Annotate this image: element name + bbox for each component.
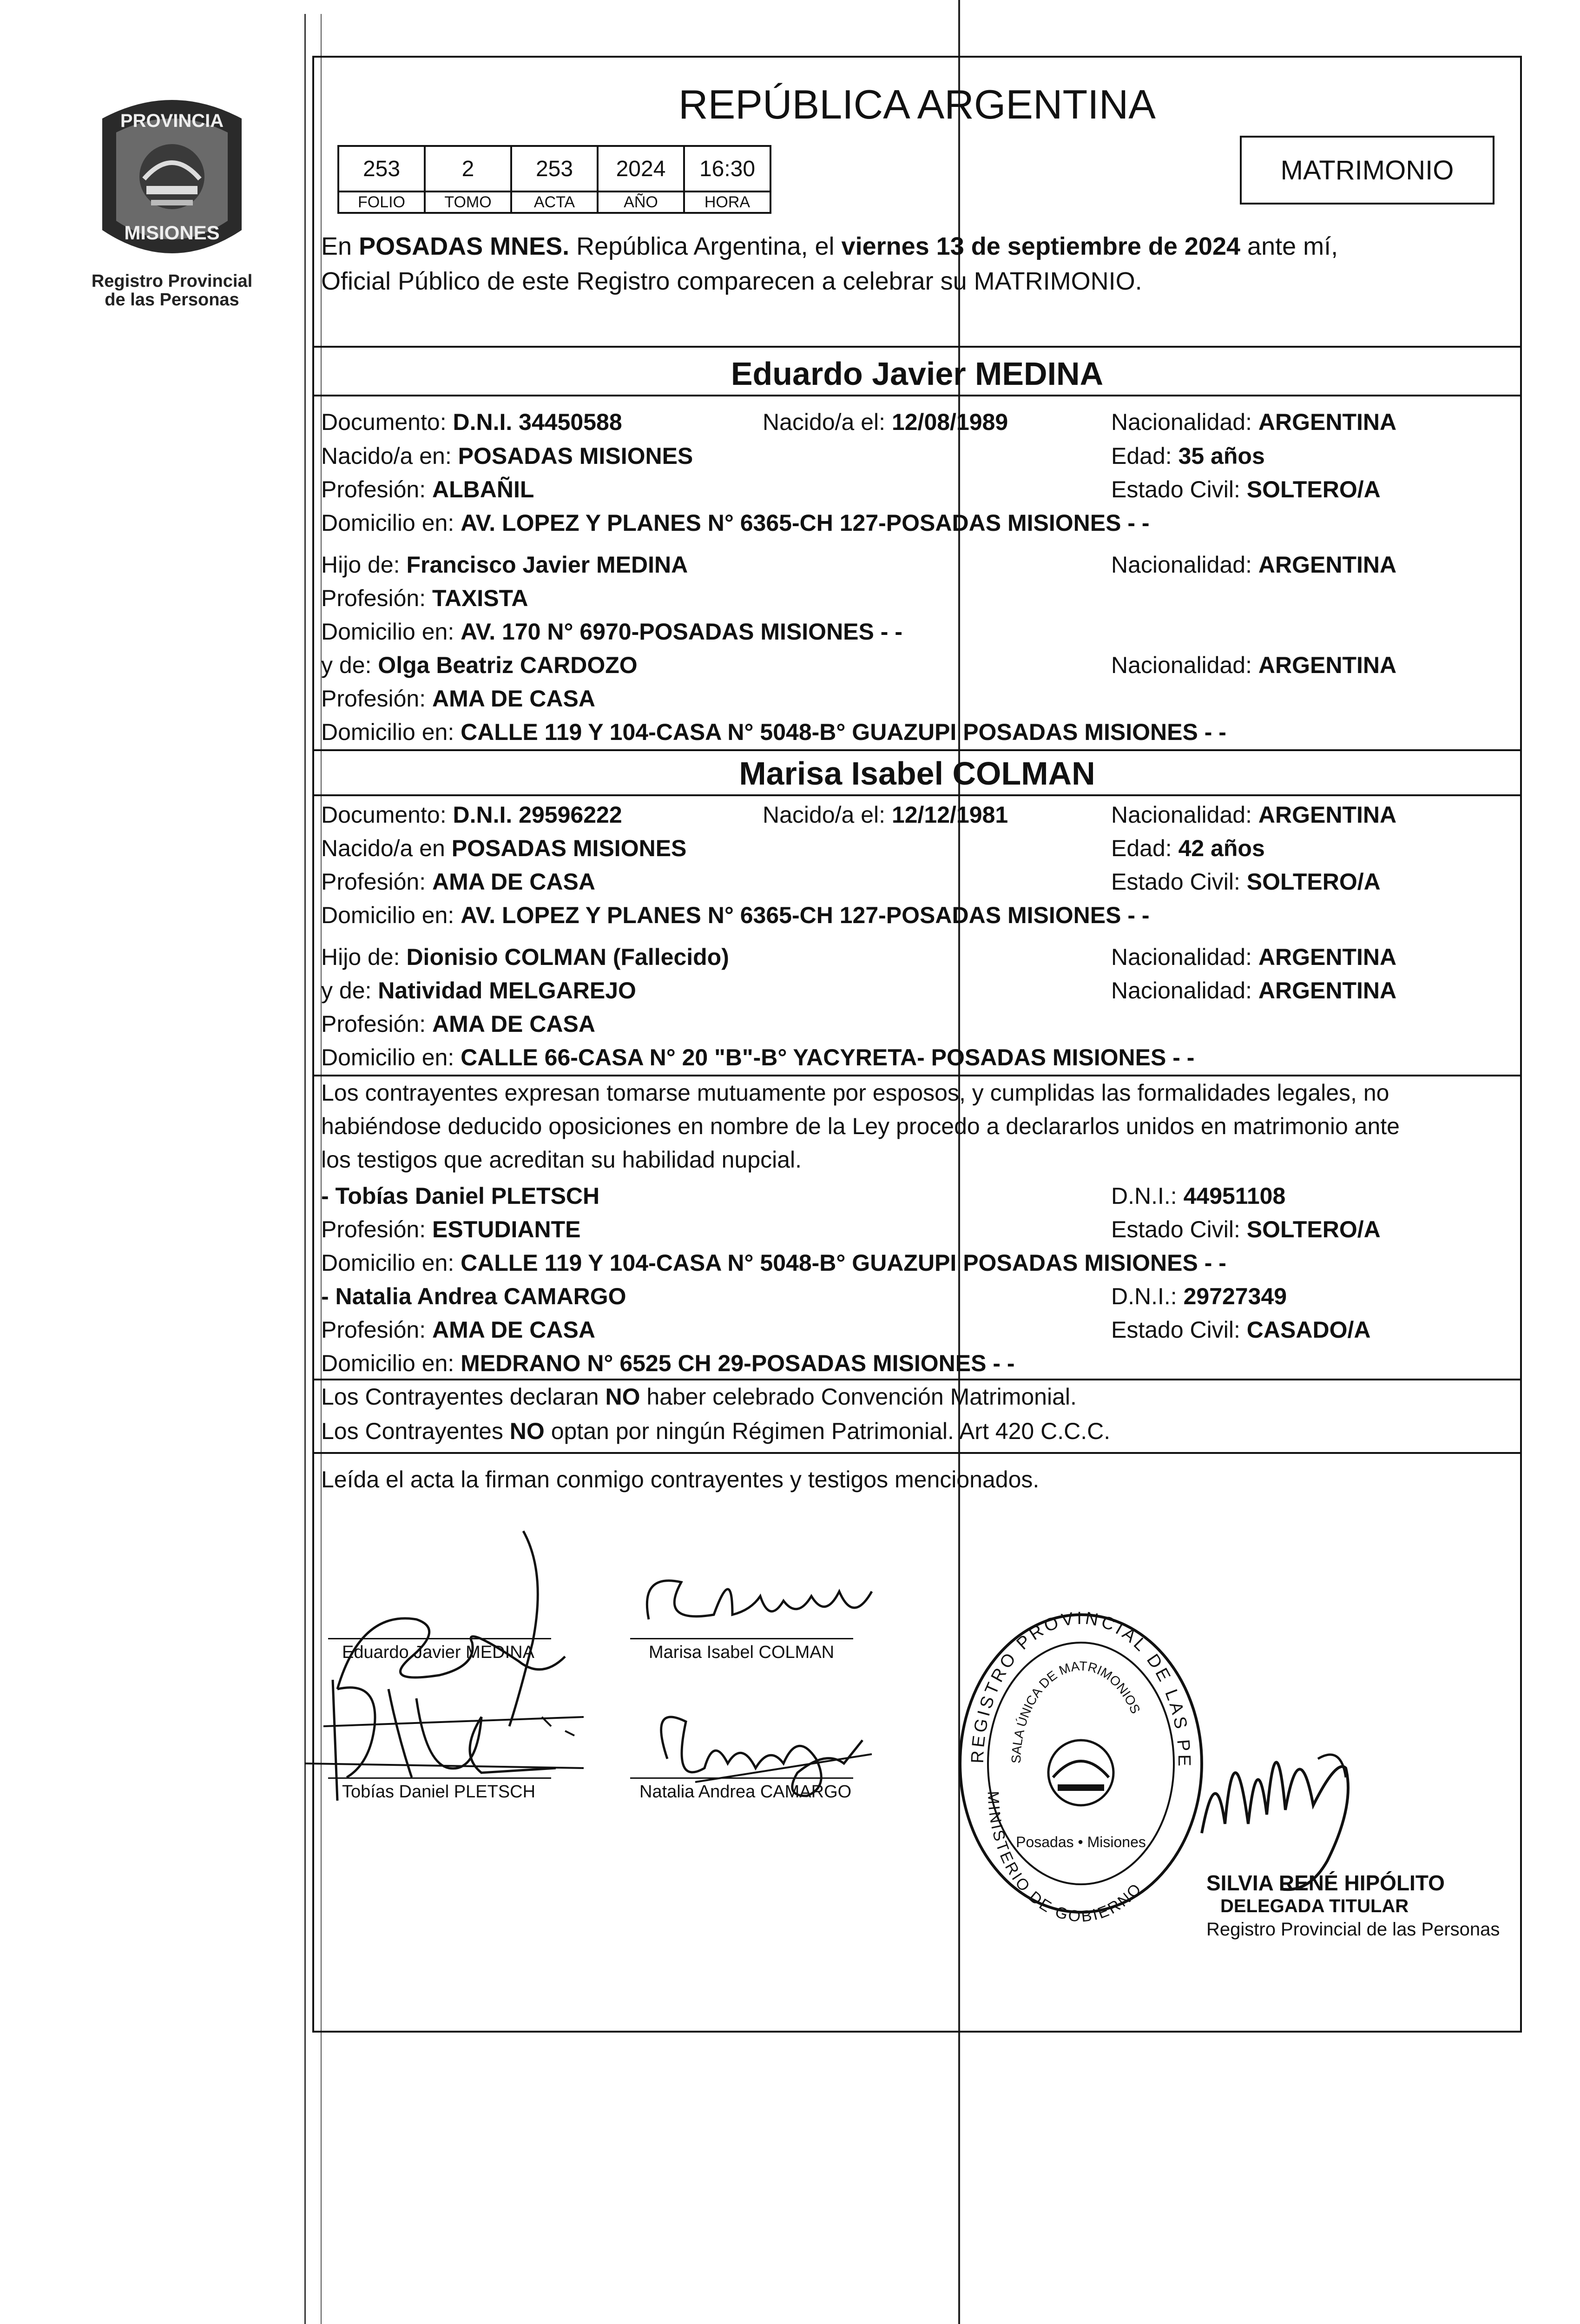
bride-name: Marisa Isabel COLMAN	[739, 755, 1095, 792]
bride-mother-row: y de: Natividad MELGAREJO Nacionalidad: ARGENTINA	[321, 977, 1397, 1004]
groom-father-row: Hijo de: Francisco Javier MEDINA Nacionalidad: ARGENTINA	[321, 552, 1397, 578]
document-title: REPÚBLICA ARGENTINA	[678, 81, 1156, 127]
acta-value: 253	[511, 146, 598, 191]
svg-text:Posadas • Misiones: Posadas • Misiones	[1016, 1834, 1146, 1850]
bride-signature	[630, 1545, 890, 1647]
groom-doc-row: Documento: D.N.I. 34450588 Nacido/a el: 12/08/1989 Nacionalidad: ARGENTINA	[321, 409, 1397, 435]
officer-name: SILVIA RENÉ HIPÓLITO	[1206, 1871, 1445, 1895]
officer-signature	[1188, 1684, 1429, 1898]
official-seal	[933, 1590, 1220, 1926]
tomo-value: 2	[425, 146, 511, 191]
bride-mother-prof-row: Profesión: AMA DE CASA	[321, 1011, 595, 1037]
groom-prof-row: Profesión: ALBAÑIL Estado Civil: SOLTERO/A	[321, 476, 1381, 502]
declaration-line-1: Los contrayentes expresan tomarse mutuamente por esposos, y cumplidas las formalidades legales, no	[321, 1080, 1389, 1106]
bride-father-row: Hijo de: Dionisio COLMAN (Fallecido) Nacionalidad: ARGENTINA	[321, 944, 1397, 970]
groom-mother-row: y de: Olga Beatriz CARDOZO Nacionalidad: ARGENTINA	[321, 652, 1397, 678]
folio-label: FOLIO	[338, 191, 425, 213]
witness1-prof-row: Profesión: ESTUDIANTE Estado Civil: SOLTERO/A	[321, 1216, 1381, 1242]
declaration-line-3: los testigos que acreditan su habilidad nupcial.	[321, 1147, 802, 1173]
registry-data-table	[337, 145, 771, 214]
groom-birthplace-row: Nacido/a en: POSADAS MISIONES Edad: 35 años	[321, 443, 1265, 469]
bride-signature-name: Marisa Isabel COLMAN	[649, 1643, 835, 1662]
svg-text:MISIONES: MISIONES	[124, 222, 220, 244]
acta-label: ACTA	[511, 191, 598, 213]
witness1-signature	[305, 1661, 584, 1829]
svg-text:MINISTERIO DE GOBIERNO: MINISTERIO DE GOBIERNO	[984, 1790, 1146, 1926]
folio-value: 253	[338, 146, 425, 191]
bride-doc-row: Documento: D.N.I. 29596222 Nacido/a el: 12/12/1981 Nacionalidad: ARGENTINA	[321, 802, 1397, 828]
groom-father-prof-row: Profesión: TAXISTA	[321, 585, 528, 611]
bride-addr-row: Domicilio en: AV. LOPEZ Y PLANES N° 6365-CH 127-POSADAS MISIONES - -	[321, 902, 1150, 928]
witness1-name-row: - Tobías Daniel PLETSCH D.N.I.: 44951108	[321, 1183, 1286, 1209]
anio-label: AÑO	[598, 191, 684, 213]
registry-logo	[84, 91, 260, 332]
groom-name: Eduardo Javier MEDINA	[731, 356, 1104, 392]
margin-rule	[304, 14, 306, 2324]
intro-line-2: Oficial Público de este Registro comparecen a celebrar su MATRIMONIO.	[321, 267, 1142, 295]
groom-mother-prof-row: Profesión: AMA DE CASA	[321, 686, 595, 712]
officer-office: Registro Provincial de las Personas	[1206, 1919, 1500, 1940]
province-shield-icon	[84, 91, 260, 272]
tomo-label: TOMO	[425, 191, 511, 213]
witness2-prof-row: Profesión: AMA DE CASA Estado Civil: CASADO/A	[321, 1317, 1371, 1343]
bride-prof-row: Profesión: AMA DE CASA Estado Civil: SOLTERO/A	[321, 869, 1381, 895]
groom-mother-addr-row: Domicilio en: CALLE 119 Y 104-CASA N° 5048-B° GUAZUPI POSADAS MISIONES - -	[321, 719, 1226, 745]
officer-role: DELEGADA TITULAR	[1220, 1896, 1409, 1916]
svg-text:REGISTRO PROVINCIAL DE LAS PER: REGISTRO PROVINCIAL DE LAS PERSONAS	[933, 1590, 1194, 1769]
witness1-signature-name: Tobías Daniel PLETSCH	[342, 1782, 536, 1802]
groom-signature-name: Eduardo Javier MEDINA	[342, 1643, 534, 1662]
hora-label: HORA	[684, 191, 770, 213]
witness2-addr-row: Domicilio en: MEDRANO N° 6525 CH 29-POSADAS MISIONES - -	[321, 1350, 1015, 1376]
groom-addr-row: Domicilio en: AV. LOPEZ Y PLANES N° 6365-CH 127-POSADAS MISIONES - -	[321, 510, 1150, 536]
intro-line-1: En POSADAS MNES. República Argentina, el viernes 13 de septiembre de 2024 ante mí,	[321, 232, 1338, 260]
anio-value: 2024	[598, 146, 684, 191]
groom-father-addr-row: Domicilio en: AV. 170 N° 6970-POSADAS MISIONES - -	[321, 619, 902, 645]
hora-value: 16:30	[684, 146, 770, 191]
svg-text:PROVINCIA: PROVINCIA	[120, 111, 224, 131]
declaration-line-2: habiéndose deducido oposiciones en nombre de la Ley procedo a declararlos unidos en matrimonio ante	[321, 1113, 1400, 1139]
convention-note: Los Contrayentes declaran NO haber celebrado Convención Matrimonial.	[321, 1384, 1077, 1410]
regime-note: Los Contrayentes NO optan por ningún Régimen Patrimonial. Art 420 C.C.C.	[321, 1418, 1111, 1444]
svg-text:SALA ÚNICA DE MATRIMONIOS: SALA ÚNICA DE MATRIMONIOS	[1008, 1658, 1143, 1764]
act-type-box: MATRIMONIO	[1240, 136, 1494, 205]
certificate-frame	[312, 56, 1522, 2033]
bride-birthplace-row: Nacido/a en POSADAS MISIONES Edad: 42 años	[321, 835, 1265, 861]
bride-mother-addr-row: Domicilio en: CALLE 66-CASA N° 20 "B"-B° YACYRETA- POSADAS MISIONES - -	[321, 1044, 1195, 1070]
witness2-signature-name: Natalia Andrea CAMARGO	[639, 1782, 852, 1802]
witness1-addr-row: Domicilio en: CALLE 119 Y 104-CASA N° 5048-B° GUAZUPI POSADAS MISIONES - -	[321, 1250, 1226, 1276]
closing-statement: Leída el acta la firman conmigo contrayentes y testigos mencionados.	[321, 1466, 1040, 1492]
logo-caption: Registro Provincial de las Personas	[91, 271, 253, 310]
witness2-name-row: - Natalia Andrea CAMARGO D.N.I.: 29727349	[321, 1283, 1287, 1309]
